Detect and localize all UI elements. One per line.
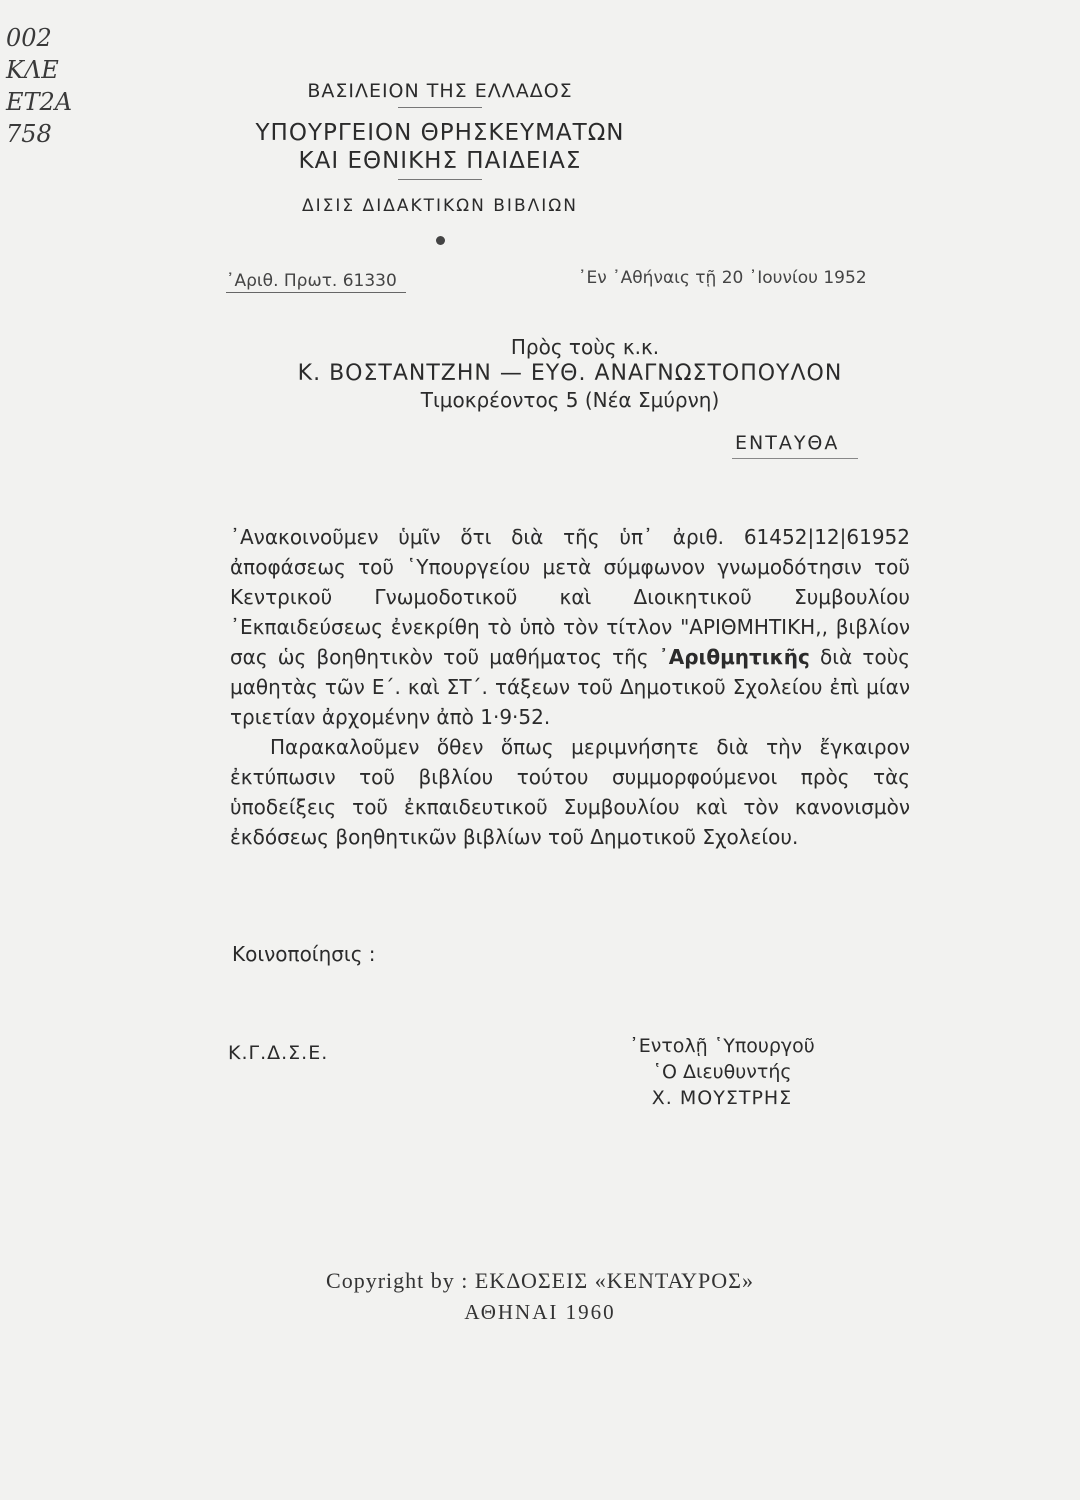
- divider: [398, 107, 482, 108]
- ministry-title-line2: ΚΑΙ ΕΘΝΙΚΗΣ ΠΑΙΔΕΙΑΣ: [298, 148, 582, 174]
- signature-line: ᾿Εντολῇ ῾Υπουργοῦ: [629, 1035, 815, 1057]
- division-title: ΔΙΣΙΣ ΔΙΔΑΚΤΙΚΩΝ ΒΙΒΛΙΩΝ: [302, 196, 578, 216]
- recipient-names: Κ. ΒΟΣΤΑΝΤΖΗΝ — ΕΥΘ. ΑΝΑΓΝΩΣΤΟΠΟΥΛΟΝ: [297, 361, 843, 386]
- signatory-name: Χ. ΜΟΥΣΤΡΗΣ: [651, 1087, 793, 1109]
- ministry-title-line1: ΥΠΟΥΡΓΕΙΟΝ ΘΡΗΣΚΕΥΜΑΤΩΝ: [255, 120, 625, 146]
- divider: [732, 458, 858, 459]
- recipient-greeting: Πρὸς τοὺς κ.κ.: [510, 335, 660, 359]
- handwritten-line: ΕΤ2Α: [6, 88, 73, 116]
- body-text-run: βιβλίον σας ὡς βοηθητικὸν τοῦ μαθήματος τῆς: [230, 615, 910, 669]
- letterhead: [200, 80, 680, 245]
- divider: [226, 292, 406, 293]
- body-paragraph: Παρακαλοῦμεν ὅθεν ὅπως μεριμνήσητε διὰ τὴν ἔγκαιρον ἐκτύπωσιν τοῦ βιβλίου τούτου συμμορφούμενοι πρὸς τὰς ὑποδείξεις τοῦ ἐκπαιδευτικοῦ Συμβουλίου καὶ τὸν κανονισμὸν ἐκδόσεως βοηθητικῶν βιβλίων τοῦ Δημοτικοῦ Σχολείου.: [230, 735, 910, 849]
- recipient-address: Τιμοκρέοντος 5 (Νέα Σμύρνη): [420, 388, 720, 412]
- handwritten-line: ΚΛΕ: [6, 56, 59, 84]
- signature-title: ῾Ο Διευθυντής: [652, 1061, 792, 1083]
- notification-label: Κοινοποίησις :: [232, 942, 376, 966]
- handwritten-archive-note: [6, 22, 72, 150]
- signature-block: [592, 1033, 852, 1111]
- book-title: "ΑΡΙΘΜΗΤΙΚΗ,,: [680, 615, 828, 639]
- letter-body: [230, 522, 910, 852]
- recipients-block: [250, 335, 890, 412]
- letter-date: ᾿Εν ᾿Αθήναις τῇ 20 ᾿Ιουνίου 1952: [578, 268, 867, 288]
- body-text-run: διὰ τοὺς μαθητὰς τῶν Ε΄. καὶ ΣΤ΄. τάξεων τοῦ Δημοτικοῦ Σχολείου ἐπὶ μίαν τριετίαν ἀρχομένην ἀπὸ 1·9·52.: [230, 645, 910, 729]
- ornament-dot-icon: [436, 236, 445, 245]
- divider: [398, 179, 482, 180]
- cc-recipient: Κ.Γ.Δ.Σ.Ε.: [228, 1042, 329, 1064]
- handwritten-line: 002: [6, 24, 52, 52]
- subject-name: ᾿Αριθμητικῆς: [658, 645, 810, 669]
- protocol-number: ᾿Αριθ. Πρωτ. 61330: [226, 271, 397, 291]
- recipient-location: ΕΝΤΑΥΘΑ: [735, 432, 840, 454]
- handwritten-line: 758: [6, 120, 52, 148]
- body-text-run: ᾿Ανακοινοῦμεν ὑμῖν ὅτι διὰ τῆς ὑπ᾿ ἀριθ. 61452|12|61952 ἀποφάσεως τοῦ ῾Υπουργείου μετὰ σύμφωνον γνωμοδότησιν τοῦ Κεντρικοῦ Γνωμοδοτικοῦ καὶ Διοικητικοῦ Συμβουλίου ᾿Εκπαιδεύσεως ἐνεκρίθη τὸ ὑπὸ τὸν τίτλον: [230, 525, 910, 639]
- copyright-notice: Copyright by : ΕΚΔΟΣΕΙΣ «ΚΕΝΤΑΥΡΟΣ»: [326, 1268, 754, 1293]
- publication-city-year: ΑΘΗΝΑΙ 1960: [464, 1300, 616, 1324]
- kingdom-title: ΒΑΣΙΛΕΙΟΝ ΤΗΣ ΕΛΛΑΔΟΣ: [307, 80, 573, 102]
- body-paragraph: [230, 522, 910, 732]
